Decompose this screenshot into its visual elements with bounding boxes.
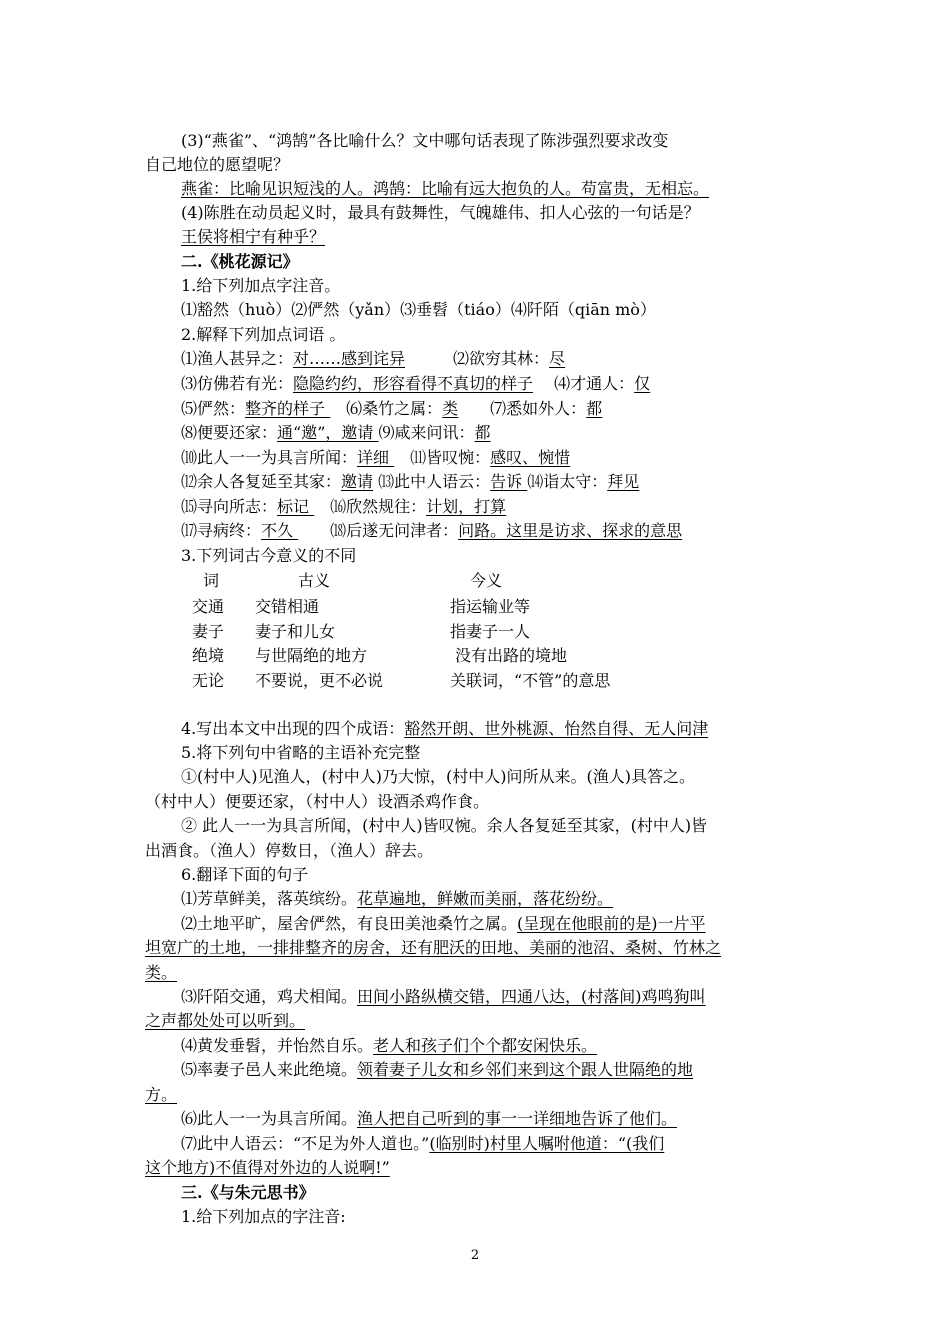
answer-text: 方。 bbox=[145, 1085, 178, 1104]
answer-text: 之声都处处可以听到。 bbox=[145, 1011, 306, 1030]
question-text: 1.给下列加点的字注音: bbox=[181, 1207, 346, 1226]
table-cell: 交通 bbox=[192, 597, 225, 616]
text-line bbox=[181, 1108, 810, 1130]
question-text: ⑺此中人语云：“不足为外人道也。” bbox=[181, 1134, 430, 1153]
question-text: ⒀此中人语云： bbox=[373, 472, 491, 491]
table-cell: 指妻子一人 bbox=[450, 622, 531, 641]
text-line bbox=[181, 1035, 810, 1057]
question-text: （村中人）便要还家，（村中人）设酒杀鸡作食。 bbox=[145, 792, 490, 811]
answer-text: 领着妻子儿女和乡邻们来到这个跟人世隔绝的地 bbox=[357, 1060, 694, 1079]
text-line bbox=[181, 815, 810, 837]
text-line bbox=[181, 545, 810, 567]
question-text: ⑹桑竹之属： bbox=[330, 399, 443, 418]
question-text: ⒂寻向所志： bbox=[181, 497, 278, 516]
answer-text: 标记 bbox=[277, 497, 315, 516]
question-text: ⑵欲穷其林： bbox=[405, 349, 550, 368]
text-line bbox=[181, 1182, 810, 1204]
answer-text: 隐隐约约，形容看得不真切的样子 bbox=[293, 374, 534, 393]
question-text: ⑺悉如外人： bbox=[458, 399, 587, 418]
table-cell: 没有出路的境地 bbox=[455, 646, 568, 665]
question-text: ①(村中人)见渔人，(村中人)乃大惊，(村中人)问所从来。(渔人)具答之。 bbox=[181, 767, 695, 786]
text-line bbox=[145, 154, 810, 176]
answer-text: 不久 bbox=[261, 521, 299, 540]
text-line bbox=[181, 348, 810, 370]
table-cell: 与世隔绝的地方 bbox=[255, 646, 368, 665]
text-line bbox=[181, 226, 810, 248]
text-line bbox=[181, 864, 810, 886]
text-line bbox=[181, 422, 810, 444]
text-line bbox=[181, 324, 810, 346]
text-line bbox=[181, 1133, 810, 1155]
question-text: ⑹此人一一为具言所闻。 bbox=[181, 1109, 358, 1128]
question-text: ⑽此人一一为具言所闻： bbox=[181, 448, 358, 467]
table-header-modern: 今义 bbox=[470, 571, 503, 590]
answer-text: 问路。这里是访求、探求的意思 bbox=[458, 521, 683, 540]
answer-text: 都 bbox=[474, 423, 491, 442]
text-line bbox=[181, 130, 810, 152]
question-text: 6.翻译下面的句子 bbox=[181, 865, 309, 884]
question-text: (3)“燕雀”、“鸿鹄”各比喻什么？文中哪句话表现了陈涉强烈要求改变 bbox=[181, 131, 669, 150]
text-line bbox=[145, 937, 810, 959]
table-cell: 妻子 bbox=[192, 622, 225, 641]
table-header-ancient: 古义 bbox=[298, 571, 331, 590]
answer-text: 渔人把自己听到的事一一详细地告诉了他们。 bbox=[357, 1109, 678, 1128]
question-text: 自己地位的愿望呢？ bbox=[145, 155, 290, 174]
question-text: ⒃欣然规往： bbox=[314, 497, 427, 516]
text-line bbox=[145, 962, 810, 984]
question-text: ⑶阡陌交通，鸡犬相闻。 bbox=[181, 987, 358, 1006]
question-text: ⑿余人各复延至其家： bbox=[181, 472, 342, 491]
text-line bbox=[181, 275, 810, 297]
question-text: 3.下列词古今意义的不同 bbox=[181, 546, 357, 565]
question-text: ⑷才通人： bbox=[533, 374, 635, 393]
answer-text: 尽 bbox=[549, 349, 566, 368]
table-cell: 妻子和儿女 bbox=[255, 622, 336, 641]
answer-text: 豁然开朗、世外桃源、怡然自得、无人问津 bbox=[404, 719, 709, 738]
text-line bbox=[181, 1206, 810, 1228]
answer-text: 邀请 bbox=[341, 472, 374, 491]
text-line bbox=[181, 202, 810, 224]
answer-text: 花草遍地，鲜嫩而美丽，落花纷纷。 bbox=[357, 889, 614, 908]
question-text: ⑼咸来问讯： bbox=[378, 423, 475, 442]
text-line bbox=[145, 840, 810, 862]
text-line bbox=[181, 888, 810, 910]
answer-text: (呈现在他眼前的是)一片平 bbox=[517, 914, 706, 933]
question-text: 出酒食。（渔人）停数日，（渔人）辞去。 bbox=[145, 841, 434, 860]
table-cell: 不要说，更不必说 bbox=[255, 671, 384, 690]
text-line bbox=[181, 471, 810, 493]
text-line bbox=[181, 520, 810, 542]
text-line bbox=[181, 178, 810, 200]
answer-text: 整齐的样子 bbox=[245, 399, 331, 418]
answer-text: 仅 bbox=[634, 374, 651, 393]
question-text: ⒅后遂无问津者： bbox=[298, 521, 459, 540]
answer-text: 类 bbox=[442, 399, 459, 418]
answer-text: 王侯将相宁有种乎？ bbox=[181, 227, 326, 246]
answer-text: 这个地方)不值得对外边的人说啊!” bbox=[145, 1158, 390, 1177]
question-text: 2.解释下列加点词语 。 bbox=[181, 325, 346, 344]
question-text: 4.写出本文中出现的四个成语： bbox=[181, 719, 405, 738]
question-text: ② 此人一一为具言所闻，(村中人)皆叹惋。余人各复延至其家，(村中人)皆 bbox=[181, 816, 708, 835]
text-line bbox=[181, 251, 810, 273]
question-text: ⑴豁然（huò）⑵俨然（yǎn）⑶垂髫（tiáo）⑷阡陌（qiān mò） bbox=[181, 300, 656, 319]
answer-text: 拜见 bbox=[607, 472, 640, 491]
text-line bbox=[181, 447, 810, 469]
table-cell: 交错相通 bbox=[255, 597, 320, 616]
answer-text: 计划，打算 bbox=[426, 497, 507, 516]
text-line bbox=[145, 791, 810, 813]
table-cell: 指运输业等 bbox=[450, 597, 531, 616]
text-line bbox=[145, 1084, 810, 1106]
answer-text: 通“邀”，邀请 bbox=[277, 423, 379, 442]
text-line bbox=[181, 398, 810, 420]
section-heading: 二.《桃花源记》 bbox=[181, 252, 299, 271]
text-line bbox=[181, 299, 810, 321]
text-line bbox=[181, 742, 810, 764]
answer-text: 老人和孩子们个个都安闲快乐。 bbox=[373, 1036, 598, 1055]
question-text: ⑾皆叹惋： bbox=[394, 448, 491, 467]
answer-text: 对……感到诧异 bbox=[293, 349, 406, 368]
answer-text: (临别时)村里人嘱咐他道：“(我们 bbox=[429, 1134, 665, 1153]
question-text: ⒄寻病终： bbox=[181, 521, 262, 540]
text-line bbox=[181, 1059, 810, 1081]
question-text: ⑴渔人甚异之： bbox=[181, 349, 294, 368]
question-text: ⑴芳草鲜美，落英缤纷。 bbox=[181, 889, 358, 908]
answer-text: 坦宽广的土地，一排排整齐的房舍，还有肥沃的田地、美丽的池沼、桑树、竹林之 bbox=[145, 938, 722, 957]
answer-text: 详细 bbox=[357, 448, 395, 467]
text-line bbox=[181, 766, 810, 788]
page-number: 2 bbox=[470, 1248, 480, 1263]
question-text: ⑸率妻子邑人来此绝境。 bbox=[181, 1060, 358, 1079]
question-text: ⒁诣太守： bbox=[527, 472, 608, 491]
section-heading: 三.《与朱元思书》 bbox=[181, 1183, 315, 1202]
question-text: ⑶仿佛若有光： bbox=[181, 374, 294, 393]
question-text: 5.将下列句中省略的主语补充完整 bbox=[181, 743, 421, 762]
question-text: ⑷黄发垂髫，并怡然自乐。 bbox=[181, 1036, 374, 1055]
text-line bbox=[181, 496, 810, 518]
text-line bbox=[181, 913, 810, 935]
text-line bbox=[181, 718, 810, 740]
text-line bbox=[181, 986, 810, 1008]
table-header-word: 词 bbox=[203, 571, 220, 590]
question-text: ⑻便要还家： bbox=[181, 423, 278, 442]
text-line bbox=[181, 373, 810, 395]
answer-text: 感叹、惋惜 bbox=[490, 448, 571, 467]
table-cell: 绝境 bbox=[192, 646, 225, 665]
question-text: 1.给下列加点字注音。 bbox=[181, 276, 341, 295]
question-text: ⑸俨然： bbox=[181, 399, 246, 418]
table-cell: 无论 bbox=[192, 671, 225, 690]
answer-text: 告诉 bbox=[490, 472, 528, 491]
table-cell: 关联词，“不管”的意思 bbox=[450, 671, 611, 690]
answer-text: 都 bbox=[586, 399, 603, 418]
question-text: (4)陈胜在动员起义时，最具有鼓舞性，气魄雄伟、扣人心弦的一句话是？ bbox=[181, 203, 700, 222]
answer-text: 燕雀：比喻见识短浅的人。鸿鹄：比喻有远大抱负的人。苟富贵，无相忘。 bbox=[181, 179, 710, 198]
text-line bbox=[145, 1010, 810, 1032]
question-text: ⑵土地平旷，屋舍俨然，有良田美池桑竹之属。 bbox=[181, 914, 518, 933]
answer-text: 田间小路纵横交错，四通八达，(村落间)鸡鸣狗叫 bbox=[357, 987, 706, 1006]
text-line bbox=[145, 1157, 810, 1179]
answer-text: 类。 bbox=[145, 963, 178, 982]
